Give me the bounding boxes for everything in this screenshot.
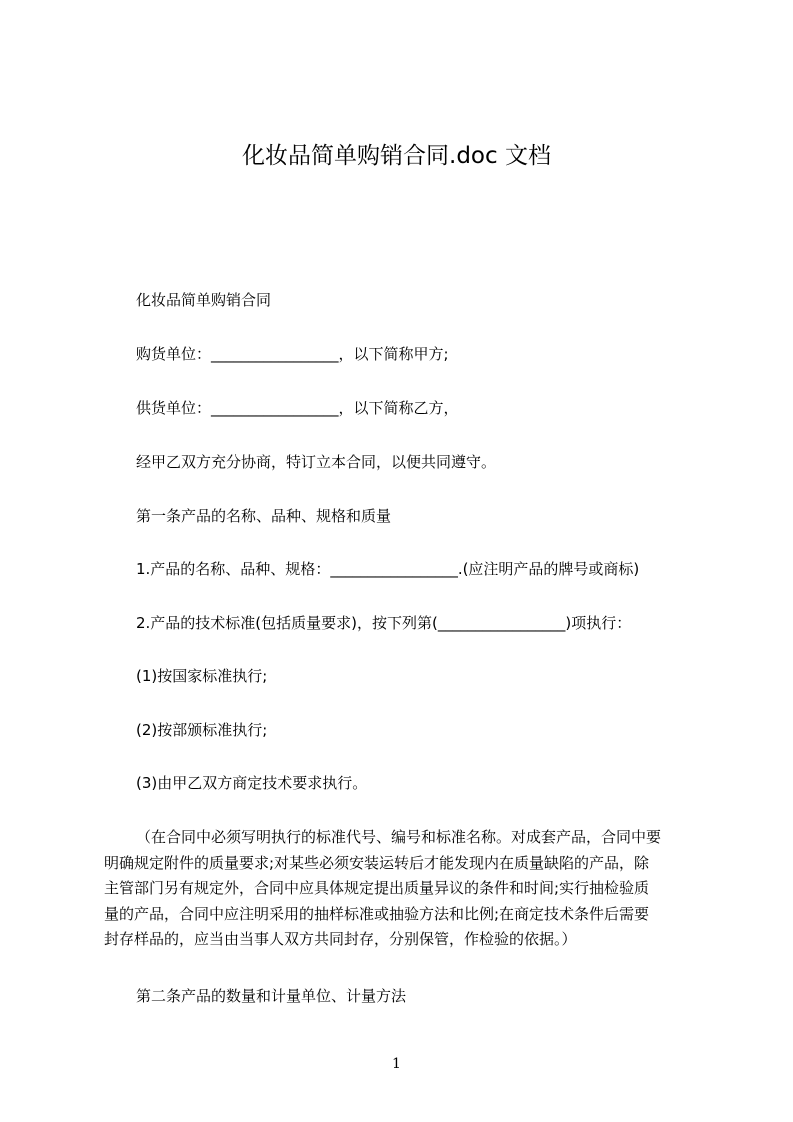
note-line: 明确规定附件的质量要求;对某些必须安装运转后才能发现内在质量缺陷的产品，除 — [104, 853, 650, 872]
seller-line: 供货单位：_________________，以下简称乙方， — [136, 399, 459, 417]
document-title: 化妆品简单购销合同.doc 文档 — [242, 143, 551, 169]
note-line: （在合同中必须写明执行的标准代号、编号和标准名称。对成套产品，合同中要 — [136, 828, 662, 846]
contract-heading: 化妆品简单购销合同 — [136, 291, 272, 309]
item1-line: 1.产品的名称、品种、规格：_________________.(应注明产品的牌号或商标) — [136, 560, 640, 578]
sub3-line: (3)由甲乙双方商定技术要求执行。 — [136, 774, 368, 792]
quality-note-paragraph — [104, 825, 706, 953]
note-line: 量的产品，合同中应注明采用的抽样标准或抽验方法和比例;在商定技术条件后需要 — [104, 904, 650, 923]
sub2-line: (2)按部颁标准执行; — [136, 721, 268, 739]
sub1-line: (1)按国家标准执行; — [136, 667, 268, 685]
article2-title: 第二条产品的数量和计量单位、计量方法 — [136, 987, 407, 1005]
item2-line: 2.产品的技术标准(包括质量要求)，按下列第(_________________)项执行： — [136, 614, 632, 632]
page-number: 1 — [392, 1056, 401, 1072]
buyer-line: 购货单位：_________________，以下简称甲方; — [136, 345, 449, 363]
agreement-line: 经甲乙双方充分协商，特订立本合同，以便共同遵守。 — [136, 453, 497, 471]
note-line: 主管部门另有规定外，合同中应具体规定提出质量异议的条件和时间;实行抽检验质 — [104, 879, 650, 897]
note-line: 封存样品的，应当由当事人双方共同封存，分别保管，作检验的依据。） — [104, 930, 577, 948]
article1-title: 第一条产品的名称、品种、规格和质量 — [136, 507, 392, 525]
